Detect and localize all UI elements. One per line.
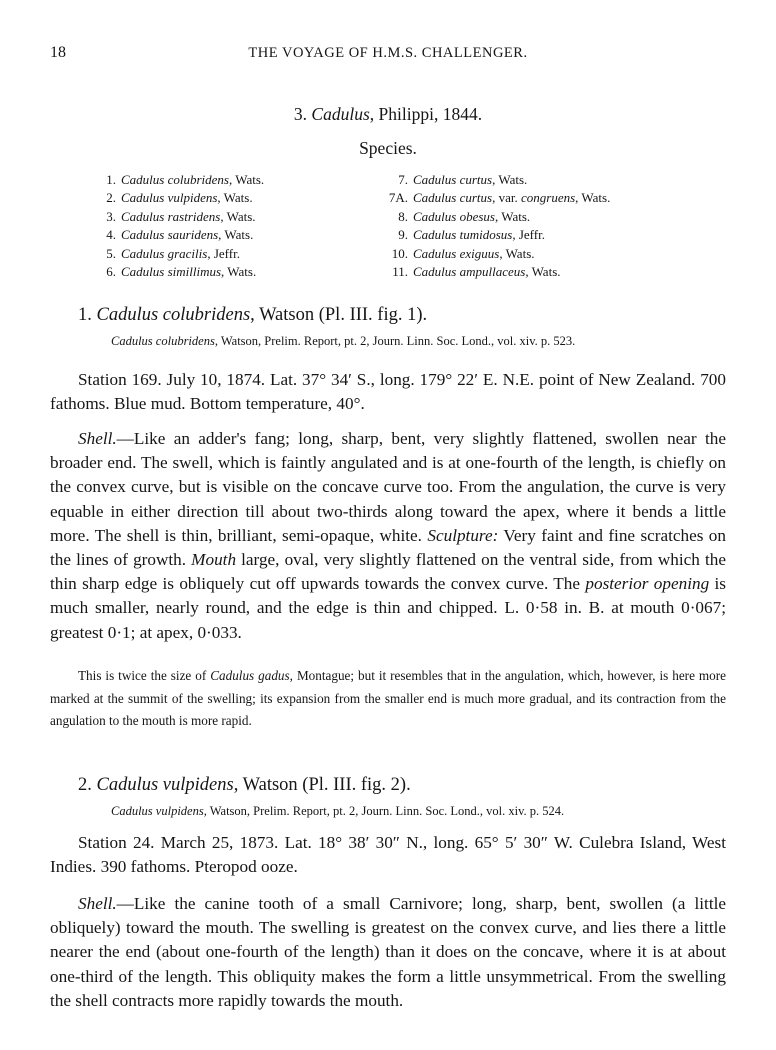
species-auth: , Wats.: [492, 172, 528, 187]
species-auth: , Wats.: [217, 190, 253, 206]
ref-text: , Watson, Prelim. Report, pt. 2, Journ. Linn. Soc. Lond., vol. xiv. p. 524.: [203, 804, 565, 818]
ref-species-name: Cadulus vulpidens: [111, 804, 204, 818]
species-list-right: [386, 171, 610, 281]
note-text: This is twice the size of: [78, 668, 211, 683]
species-name: Cadulus tumidosus: [413, 227, 513, 243]
species-num: 11.: [392, 264, 408, 280]
entry1-reference: [111, 334, 575, 349]
species-name: Cadulus curtus: [413, 172, 493, 187]
entry1-title: [78, 305, 427, 326]
page-number: 18: [50, 44, 66, 61]
species-auth: , Wats.: [499, 245, 535, 261]
entry2-title: [78, 775, 411, 796]
entry-species-name: Cadulus colubridens: [96, 305, 251, 325]
entry1-station: Station 169. July 10, 1874. Lat. 37° 34′ S., long. 179° 22′ E. N.E. point of New Zealand. 700 fathoms. Blue mud. Bottom temperature, 40°.: [50, 370, 726, 414]
variety-name: congruens: [520, 190, 576, 206]
sculpture-text: Very faint and fine scratches on the lines of growth.: [50, 525, 726, 570]
species-name: Cadulus obesus: [413, 208, 495, 224]
shell-label: Shell.: [78, 429, 117, 448]
species-num: 8.: [398, 208, 408, 224]
note-species-name: Cadulus gadus: [210, 668, 290, 683]
entry-number: 1.: [78, 305, 92, 325]
species-name: Cadulus sauridens: [121, 227, 219, 243]
species-item: [94, 263, 264, 281]
species-num: 1.: [106, 172, 116, 187]
entry2-station: Station 24. March 25, 1873. Lat. 18° 38′ 30″ N., long. 65° 5′ 30″ W. Culebra Island, West Indies. 390 fathoms. Pteropod ooze.: [50, 833, 726, 877]
shell-text: —Like an adder's fang; long, sharp, bent, very slightly flattened, swollen near the broader end. The swell, which is faintly angulated and is at one-fourth of the length, is chiefly on the convex curve, but is visible on the concave curve too. From the angulation, the curve is very equable in either direction till about two-thirds along toward the apex, where it bends a little more. The shell is thin, brilliant, semi-opaque, white.: [50, 429, 726, 545]
species-auth: , Jeffr.: [512, 227, 545, 243]
species-num: 7.: [398, 172, 408, 187]
ref-text: , Watson, Prelim. Report, pt. 2, Journ. Linn. Soc. Lond., vol. xiv. p. 523.: [214, 334, 576, 348]
ref-species-name: Cadulus colubridens: [111, 334, 215, 348]
species-auth: , var.: [492, 190, 521, 206]
species-item: [386, 189, 610, 207]
species-auth: , Wats.: [575, 190, 611, 206]
sculpture-label: Sculpture:: [427, 525, 499, 545]
species-item: [94, 171, 264, 189]
entry2-reference: [111, 804, 564, 819]
species-item: [94, 208, 264, 226]
species-list-left: [94, 171, 264, 281]
species-heading: Species.: [359, 138, 417, 158]
species-item: [94, 245, 264, 263]
species-auth: , Wats.: [525, 264, 561, 280]
mouth-text: large, oval, very slightly flattened on the ventral side, from which the thin sharp edge is obliquely cut off upwards towards the convex curve. The: [50, 550, 726, 594]
entry-species-name: Cadulus vulpidens: [96, 775, 234, 795]
entry-authority: , Watson (Pl. III. fig. 1).: [250, 305, 428, 325]
shell-text: —Like the canine tooth of a small Carnivore; long, sharp, bent, swollen (a little obliquely) toward the mouth. The swelling is greatest on the convex curve, and lies there a little nearer the end (about one-fourth of the length) than it does on the concave, where it is at about one-third of the length. This obliquity makes the form a little unsymmetrical. From the swelling the shell contracts more rapidly towards the mouth.: [50, 894, 726, 1010]
posterior-text: is much smaller, nearly round, and the edge is thin and chipped. L. 0·58 in. B. at mouth 0·067; greatest 0·1; at apex, 0·033.: [50, 574, 726, 642]
entry2-shell-description: [50, 892, 726, 1013]
species-num: 3.: [106, 208, 116, 224]
species-num: 2.: [106, 190, 116, 206]
species-num: 10.: [391, 245, 408, 261]
species-num: 6.: [106, 264, 116, 280]
genus-name: Cadulus: [311, 104, 370, 124]
species-item: [94, 189, 264, 207]
species-item: [386, 263, 610, 281]
species-name: Cadulus simillimus: [121, 264, 222, 280]
species-name: Cadulus exiguus: [413, 245, 500, 261]
running-title: THE VOYAGE OF H.M.S. CHALLENGER.: [248, 45, 528, 61]
species-name: Cadulus ampullaceus: [413, 264, 526, 280]
species-name: Cadulus gracilis: [121, 245, 208, 261]
species-auth: , Wats.: [220, 208, 256, 224]
species-name: Cadulus colubridens: [121, 172, 229, 187]
genus-heading: [0, 104, 776, 125]
species-item: [386, 245, 610, 263]
entry-number: 2.: [78, 775, 92, 795]
entry-authority: , Watson (Pl. III. fig. 2).: [233, 775, 411, 795]
species-auth: , Jeffr.: [207, 245, 240, 261]
species-item: [386, 208, 610, 226]
species-item: [386, 171, 610, 189]
species-num: 7A.: [388, 190, 408, 206]
species-name: Cadulus vulpidens: [121, 190, 218, 206]
entry1-note: [50, 665, 726, 733]
species-item: [94, 226, 264, 244]
species-item: [386, 226, 610, 244]
genus-authority: , Philippi, 1844.: [369, 104, 483, 124]
species-name: Cadulus curtus: [413, 190, 493, 206]
species-num: 5.: [106, 245, 116, 261]
mouth-label: Mouth: [191, 550, 237, 570]
species-name: Cadulus rastridens: [121, 208, 221, 224]
entry1-shell-description: [50, 427, 726, 645]
species-auth: , Wats.: [218, 227, 254, 243]
species-auth: , Wats.: [494, 208, 531, 224]
shell-label: Shell.: [78, 894, 117, 913]
note-text: , Montague; but it resembles that in the angulation, which, however, is here more marked at the summit of the swelling; its expansion from the smaller end is much more gradual, and its contraction from the angulation to the mouth is more rapid.: [50, 668, 726, 728]
species-auth: , Wats.: [221, 264, 257, 280]
species-num: 9.: [398, 227, 408, 243]
species-num: 4.: [106, 227, 116, 243]
genus-number: 3.: [293, 104, 308, 124]
species-auth: , Wats.: [228, 172, 265, 187]
posterior-label: posterior opening: [585, 574, 710, 594]
